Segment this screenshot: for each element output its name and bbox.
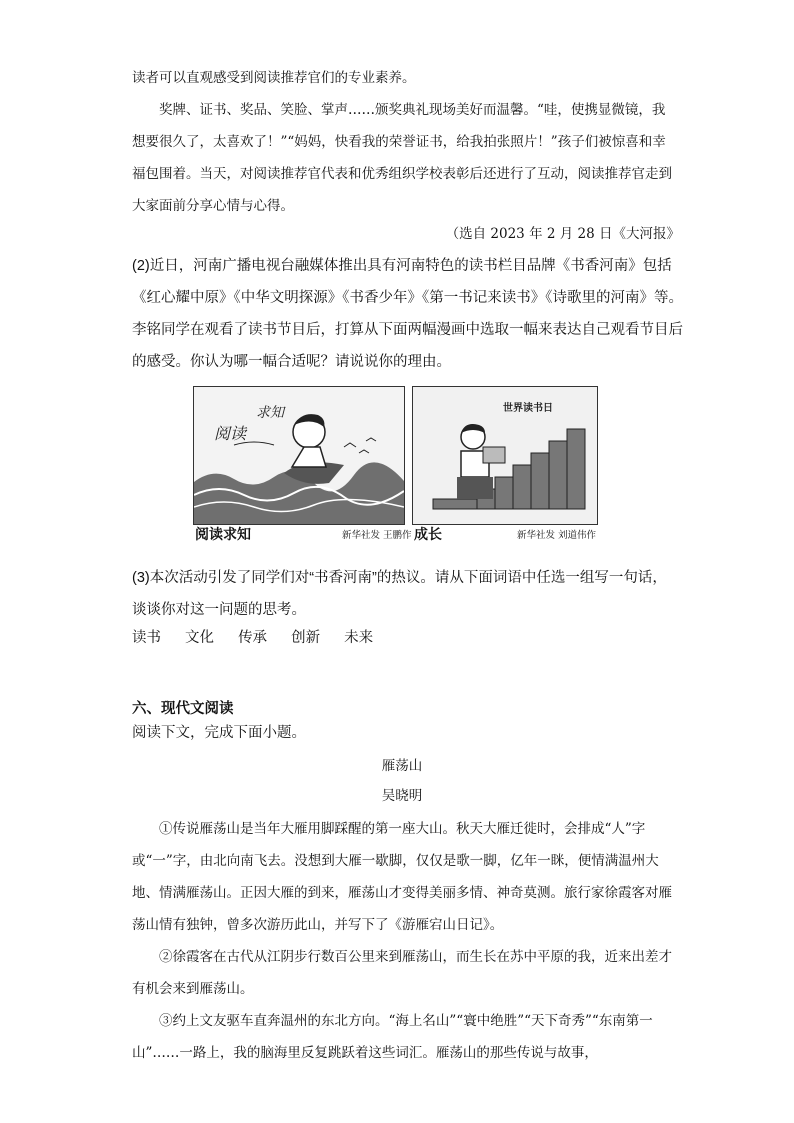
reading-instruction: 阅读下文，完成下面小题。 <box>132 725 306 741</box>
word-item: 文化 <box>185 630 215 646</box>
comic-art-text-world-book-day: 世界读书日 <box>503 403 553 414</box>
article-paragraph-2: ②徐霞客在古代从江阴步行数百公里来到雁荡山，而生长在苏中平原的我，近来出差才有机会来到雁荡山。 <box>132 949 672 997</box>
comic-credit-2: 新华社发 刘道伟作 <box>517 530 597 541</box>
word-item: 创新 <box>291 630 321 646</box>
comic-growth-art <box>413 387 597 524</box>
comic-art-text-reading: 阅读 <box>214 424 247 443</box>
intro-line: 读者可以直观感受到阅读推荐官们的专业素养。 <box>132 70 416 86</box>
comic-reading-knowledge <box>193 386 405 525</box>
comic-reading-knowledge-art <box>194 387 404 524</box>
question-3: (3)本次活动引发了同学们对“书香河南”的热议。请从下面词语中任选一组写一句话，谈谈你对这一问题的思考。 <box>132 570 667 618</box>
comic-art-text-knowledge: 求知 <box>256 405 284 421</box>
section-title: 六、现代文阅读 <box>132 701 234 717</box>
comic-credit-1: 新华社发 王鹏作 <box>342 530 412 541</box>
word-item: 传承 <box>238 630 268 646</box>
comic-caption-reading-knowledge: 阅读求知 <box>195 526 251 542</box>
article-paragraph-1: ①传说雁荡山是当年大雁用脚踩醒的第一座大山。秋天大雁迁徙时，会排成“人”字或“一”字，由北向南飞去。没想到大雁一歇脚，仅仅是歌一脚，亿年一眯，便情满温州大地、情满雁荡山。正因大雁的到来，雁荡山才变得美丽多情、神奇莫测。旅行家徐霞客对雁荡山情有独钟，曾多次游历此山，并写下了《游雁宕山日记》。 <box>132 821 672 933</box>
comic-growth <box>412 386 598 525</box>
award-paragraph: 奖牌、证书、奖品、笑脸、掌声……颁奖典礼现场美好而温馨。“哇，使携显微镜，我想要很久了，太喜欢了！”“妈妈，快看我的荣誉证书，给我拍张照片！”孩子们被惊喜和幸福包围着。当天，对阅读推荐官代表和优秀组织学校表彰后还进行了互动，阅读推荐官走到大家面前分享心情与心得。 <box>132 102 672 214</box>
source-citation: （选自 2023 年 2 月 28 日《大河报》 <box>445 226 680 242</box>
article-title: 雁荡山 <box>381 758 423 774</box>
article-author: 吴晓明 <box>381 788 423 804</box>
word-item: 未来 <box>344 630 374 646</box>
word-list <box>132 622 672 654</box>
word-item: 读书 <box>132 630 161 646</box>
question-2: (2)近日，河南广播电视台融媒体推出具有河南特色的读书栏目品牌《书香河南》包括《红心耀中原》《中华文明探源》《书香少年》《第一书记来读书》《诗歌里的河南》等。李铭同学在观看了读书节目后，打算从下面两幅漫画中选取一幅来表达自己观看节目后的感受。你认为哪一幅合适呢？请说说你的理由。 <box>132 258 683 370</box>
comic-caption-growth: 成长 <box>414 526 442 542</box>
article-paragraph-3: ③约上文友驱车直奔温州的东北方向。“海上名山”“寰中绝胜”“天下奇秀”“东南第一山”……一路上，我的脑海里反复跳跃着这些词汇。雁荡山的那些传说与故事， <box>132 1013 653 1061</box>
